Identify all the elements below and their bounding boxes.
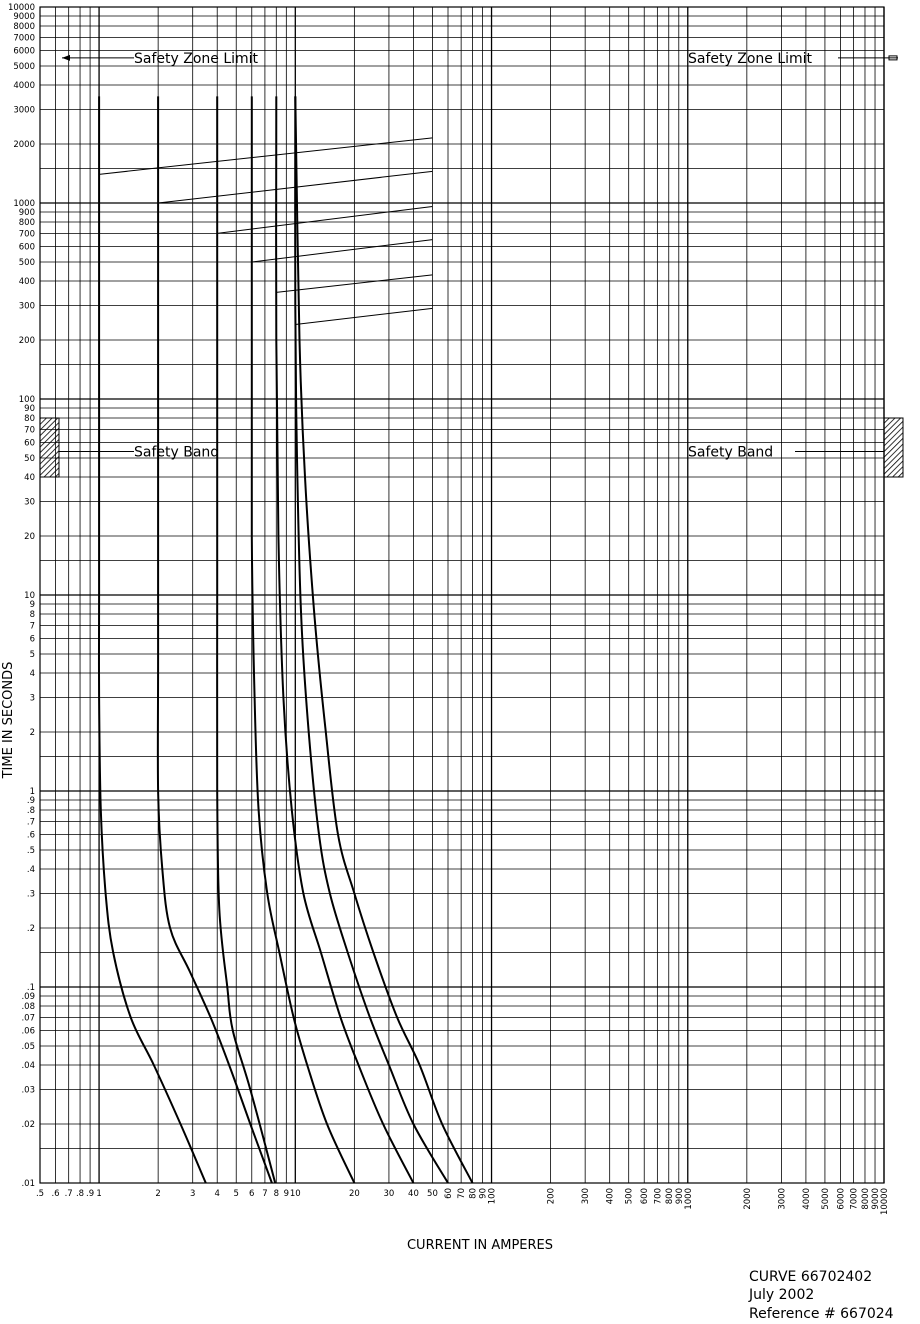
x-tick-label: 800 bbox=[664, 1188, 675, 1205]
x-tick-label: 6000 bbox=[836, 1188, 847, 1210]
y-tick-label: .04 bbox=[21, 1060, 35, 1071]
x-tick-label: 3 bbox=[189, 1189, 196, 1199]
y-tick-label: 8000 bbox=[13, 21, 35, 32]
y-tick-label: .1 bbox=[26, 983, 35, 993]
fuse-curve bbox=[158, 96, 272, 1183]
fuse-curve bbox=[99, 96, 206, 1183]
y-tick-label: .2 bbox=[26, 923, 35, 934]
x-tick-label: 8 bbox=[273, 1189, 279, 1199]
y-tick-label: .6 bbox=[26, 830, 35, 841]
y-tick-label: 20 bbox=[24, 531, 35, 542]
x-tick-label: 700 bbox=[653, 1188, 664, 1205]
safety-band-label-left: Safety Band bbox=[134, 444, 220, 461]
y-tick-label: .4 bbox=[26, 864, 35, 875]
y-tick-label: 5000 bbox=[13, 62, 35, 73]
x-tick-label: 8000 bbox=[860, 1188, 871, 1210]
x-tick-label: 10 bbox=[289, 1189, 301, 1199]
y-tick-label: 7 bbox=[29, 621, 35, 632]
x-tick-labels bbox=[36, 1188, 890, 1215]
y-tick-label: 6 bbox=[29, 634, 35, 645]
y-tick-label: 300 bbox=[18, 301, 35, 312]
x-tick-label: 60 bbox=[444, 1188, 455, 1199]
fan-line bbox=[295, 308, 432, 324]
x-tick-label: .8 bbox=[75, 1189, 85, 1199]
y-tick-label: 90 bbox=[24, 403, 35, 414]
x-tick-label: 9000 bbox=[871, 1188, 882, 1210]
y-tick-label: 9000 bbox=[13, 11, 35, 22]
grid-lines bbox=[40, 7, 884, 1183]
x-tick-label: 3000 bbox=[777, 1188, 788, 1210]
x-tick-label: 200 bbox=[546, 1188, 557, 1205]
x-tick-label: 40 bbox=[408, 1189, 419, 1199]
y-tick-label: 200 bbox=[18, 335, 35, 346]
y-tick-label: .06 bbox=[21, 1026, 35, 1037]
y-tick-label: .9 bbox=[26, 795, 35, 806]
x-tick-label: 4000 bbox=[801, 1188, 812, 1210]
y-tick-label: 100 bbox=[18, 395, 35, 405]
fan-lines bbox=[99, 138, 432, 325]
y-tick-label: 900 bbox=[18, 207, 35, 218]
y-tick-label: .7 bbox=[26, 817, 35, 828]
y-tick-label: 500 bbox=[18, 258, 35, 269]
y-tick-label: 6000 bbox=[13, 46, 35, 57]
x-tick-label: 7000 bbox=[849, 1188, 860, 1210]
x-tick-label: 100 bbox=[487, 1188, 498, 1205]
y-tick-label: .09 bbox=[21, 991, 35, 1002]
x-axis-title: CURRENT IN AMPERES bbox=[406, 1238, 554, 1253]
y-tick-label: 70 bbox=[24, 425, 35, 436]
y-tick-label: .3 bbox=[26, 889, 35, 900]
y-tick-label: .01 bbox=[21, 1179, 35, 1189]
y-tick-label: .02 bbox=[21, 1119, 35, 1130]
x-tick-label: 80 bbox=[468, 1188, 479, 1199]
y-tick-label: 3000 bbox=[13, 105, 35, 116]
x-tick-label: 1000 bbox=[683, 1188, 694, 1210]
x-tick-label: 300 bbox=[581, 1188, 592, 1205]
y-tick-label: 1 bbox=[29, 787, 35, 797]
y-tick-label: 800 bbox=[18, 217, 35, 228]
x-tick-label: 30 bbox=[383, 1189, 395, 1199]
y-tick-label: 700 bbox=[18, 229, 35, 240]
y-tick-label: 4000 bbox=[13, 80, 35, 91]
x-tick-label: 900 bbox=[674, 1188, 685, 1205]
x-tick-label: .5 bbox=[35, 1189, 45, 1199]
annotations bbox=[40, 51, 903, 477]
y-tick-label: 1000 bbox=[13, 199, 35, 209]
fan-line bbox=[252, 240, 433, 262]
y-tick-label: 5 bbox=[29, 650, 35, 661]
x-tick-label: 90 bbox=[478, 1188, 489, 1199]
x-tick-label: .6 bbox=[51, 1189, 60, 1199]
safety-band-hatch-left bbox=[40, 418, 59, 477]
footer-reference: Reference # 667024 bbox=[749, 1306, 894, 1322]
y-tick-label: .8 bbox=[26, 805, 35, 816]
x-tick-label: 600 bbox=[640, 1188, 651, 1205]
y-tick-label: .03 bbox=[21, 1085, 35, 1096]
x-tick-label: .9 bbox=[86, 1189, 95, 1199]
y-tick-label: 2000 bbox=[13, 139, 35, 150]
y-tick-label: 400 bbox=[18, 276, 35, 287]
y-tick-label: .5 bbox=[26, 846, 35, 857]
y-tick-label: 10000 bbox=[7, 3, 35, 13]
footer-curve: CURVE 66702402 bbox=[749, 1269, 873, 1285]
x-tick-label: .7 bbox=[64, 1189, 73, 1199]
curves bbox=[99, 96, 473, 1183]
x-tick-label: 6 bbox=[249, 1189, 255, 1199]
fan-line bbox=[217, 206, 432, 233]
x-tick-label: 400 bbox=[605, 1188, 616, 1205]
x-tick-label: 5 bbox=[233, 1189, 239, 1199]
fuse-curve bbox=[276, 96, 413, 1183]
x-tick-label: 7 bbox=[262, 1189, 268, 1199]
fuse-curve bbox=[295, 96, 448, 1183]
x-tick-label: 2000 bbox=[742, 1188, 753, 1210]
x-tick-label: 10000 bbox=[880, 1188, 890, 1216]
y-tick-label: 30 bbox=[24, 497, 35, 508]
x-tick-label: 1 bbox=[96, 1189, 102, 1199]
y-tick-labels bbox=[8, 3, 35, 1189]
x-tick-label: 5000 bbox=[820, 1188, 831, 1210]
y-tick-label: 40 bbox=[24, 472, 35, 483]
y-axis-title: TIME IN SECONDS bbox=[1, 661, 16, 779]
y-tick-label: 4 bbox=[29, 668, 35, 679]
y-tick-label: .07 bbox=[21, 1013, 35, 1024]
x-tick-label: 2 bbox=[155, 1189, 161, 1199]
safety-zone-label-right: Safety Zone Limit bbox=[688, 50, 813, 67]
y-tick-label: 80 bbox=[24, 413, 35, 424]
y-tick-label: 60 bbox=[24, 438, 35, 449]
safety-band-hatch-right bbox=[884, 418, 903, 477]
x-tick-label: 50 bbox=[427, 1189, 438, 1199]
y-tick-label: 2 bbox=[29, 727, 35, 738]
y-tick-label: 3 bbox=[29, 693, 35, 704]
y-tick-label: 7000 bbox=[13, 33, 35, 44]
y-tick-label: 600 bbox=[18, 242, 35, 253]
safety-zone-arrowhead-left bbox=[62, 55, 70, 61]
safety-band-label-right: Safety Band bbox=[688, 444, 774, 461]
y-tick-label: .05 bbox=[21, 1042, 35, 1053]
x-tick-label: 4 bbox=[214, 1189, 220, 1199]
y-tick-label: .08 bbox=[21, 1001, 35, 1012]
y-tick-label: 50 bbox=[24, 454, 35, 465]
y-tick-label: 10 bbox=[24, 591, 35, 601]
y-tick-label: 8 bbox=[29, 609, 35, 620]
fuse-curve bbox=[295, 96, 472, 1183]
footer-date: July 2002 bbox=[749, 1287, 815, 1303]
x-tick-label: 9 bbox=[283, 1189, 290, 1199]
y-tick-label: 9 bbox=[29, 599, 35, 610]
fuse-curve bbox=[217, 96, 275, 1183]
x-tick-label: 20 bbox=[348, 1189, 360, 1199]
x-tick-label: 70 bbox=[457, 1188, 468, 1199]
x-tick-label: 500 bbox=[624, 1188, 635, 1205]
safety-zone-label-left: Safety Zone Limit bbox=[134, 50, 259, 67]
